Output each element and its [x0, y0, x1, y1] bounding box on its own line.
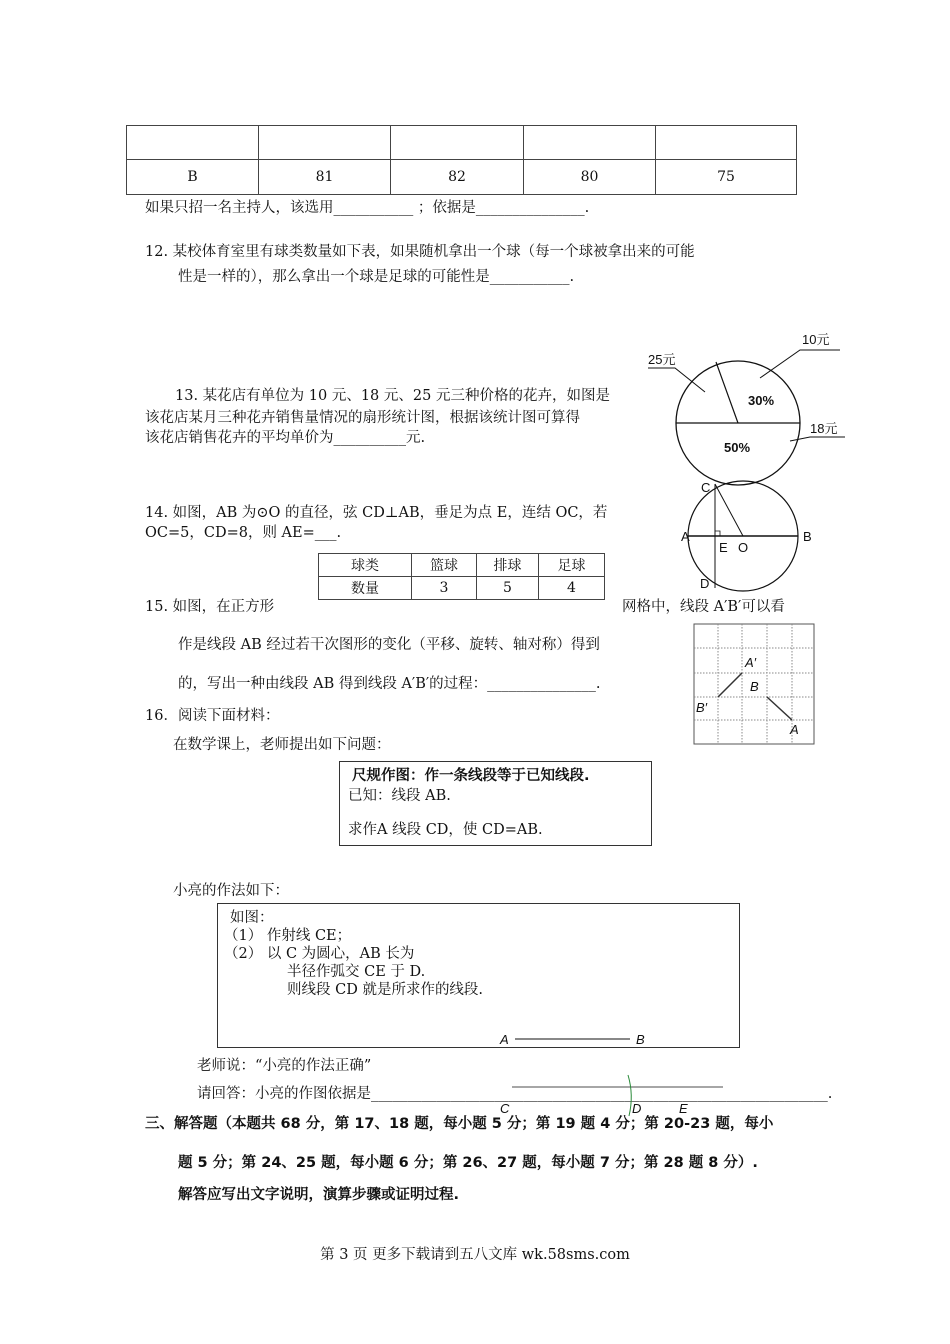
- pie-label-18: 18元: [810, 421, 838, 436]
- problem-given: 已知：线段 AB.: [348, 788, 451, 804]
- method-l2: （1） 作射线 CE；: [224, 928, 352, 944]
- label-B: B: [803, 529, 812, 544]
- label-B-prime: B′: [696, 700, 708, 715]
- q15-line3: 的，写出一种由线段 AB 得到线段 A′B′的过程：_______________.: [178, 676, 601, 692]
- method-l4: 半径作弧交 CE 于 D.: [287, 964, 426, 980]
- q11-tail: 如果只招一名主持人，该选用___________ ；依据是_______________.: [145, 200, 590, 216]
- q15-line1b: 网格中，线段 A′B′可以看: [622, 599, 785, 615]
- pie-label-10: 10元: [802, 332, 830, 347]
- cell: 80: [524, 160, 656, 195]
- cell: 足球: [539, 554, 605, 577]
- cell: 5: [477, 577, 539, 600]
- label-A: A: [790, 722, 799, 737]
- q13-line1: 13. 某花店有单位为 10 元、18 元、25 元三种价格的花卉，如图是: [175, 388, 610, 404]
- q13-line2: 该花店某月三种花卉销售量情况的扇形统计图，根据该统计图可算得: [145, 410, 580, 426]
- cell: 数量: [319, 577, 412, 600]
- section3-l1: 三、解答题（本题共 68 分，第 17、18 题，每小题 5 分；第 19 题 4 分；第 20-23 题，每小: [145, 1116, 774, 1132]
- pie-pct-50: 50%: [724, 440, 751, 455]
- q16-title: 16．阅读下面材料：: [145, 708, 280, 724]
- cell: 球类: [319, 554, 412, 577]
- label-C: C: [701, 480, 711, 495]
- label-E: E: [719, 540, 728, 555]
- cell: B: [127, 160, 259, 195]
- svg-text:D: D: [632, 1101, 642, 1116]
- cell: 82: [391, 160, 524, 195]
- svg-text:B: B: [636, 1032, 645, 1047]
- q14-line2: OC=5，CD=8，则 AE=___.: [145, 525, 342, 541]
- page-footer: 第 3 页 更多下载请到五八文库 wk.58sms.com: [320, 1247, 630, 1263]
- label-B: B: [750, 679, 759, 694]
- svg-text:C: C: [500, 1101, 510, 1116]
- q16-intro: 在数学课上，老师提出如下问题：: [173, 737, 391, 753]
- svg-text:A: A: [500, 1032, 509, 1047]
- cell: 81: [259, 160, 391, 195]
- q15-line1a: 15. 如图，在正方形: [145, 599, 275, 615]
- problem-find: 求作A 线段 CD，使 CD=AB.: [348, 822, 543, 838]
- q14-line1: 14. 如图，AB 为⊙O 的直径，弦 CD⊥AB，垂足为点 E，连结 OC，若: [145, 505, 608, 521]
- teacher-says: 老师说：“小亮的作法正确”: [197, 1058, 372, 1074]
- pie-pct-30: 30%: [748, 393, 775, 408]
- label-A: A: [681, 529, 690, 544]
- q15-line2: 作是线段 AB 经过若干次图形的变化（平移、旋转、轴对称）得到: [178, 637, 600, 653]
- label-O: O: [738, 540, 749, 555]
- method-l1: 如图：: [230, 910, 274, 926]
- method-l5: 则线段 CD 就是所求作的线段.: [287, 982, 484, 998]
- problem-title: 尺规作图：作一条线段等于已知线段.: [352, 768, 590, 784]
- svg-text:E: E: [679, 1101, 688, 1116]
- section3-l3: 解答应写出文字说明，演算步骤或证明过程.: [178, 1187, 460, 1203]
- q12-line2: 性是一样的），那么拿出一个球是足球的可能性是___________.: [178, 269, 575, 285]
- pie-label-25: 25元: [648, 352, 676, 367]
- answer-prompt: 请回答：小亮的作图依据是_______________________________________________________________.: [197, 1086, 833, 1102]
- cell: 篮球: [412, 554, 477, 577]
- q12-line1: 12. 某校体育室里有球类数量如下表，如果随机拿出一个球（每一个球被拿出来的可能: [145, 244, 695, 260]
- method-l3: （2） 以 C 为圆心，AB 长为: [224, 946, 415, 962]
- section3-l2: 题 5 分；第 24、25 题，每小题 6 分；第 26、27 题，每小题 7 分；第 28 题 8 分）.: [178, 1155, 758, 1171]
- cell: 3: [412, 577, 477, 600]
- label-D: D: [700, 576, 710, 591]
- cell: 75: [656, 160, 797, 195]
- cell: 4: [539, 577, 605, 600]
- q13-line3: 该花店销售花卉的平均单价为__________元.: [145, 430, 426, 446]
- cell: 排球: [477, 554, 539, 577]
- method-intro: 小亮的作法如下：: [173, 883, 289, 899]
- label-A-prime: A′: [745, 655, 757, 670]
